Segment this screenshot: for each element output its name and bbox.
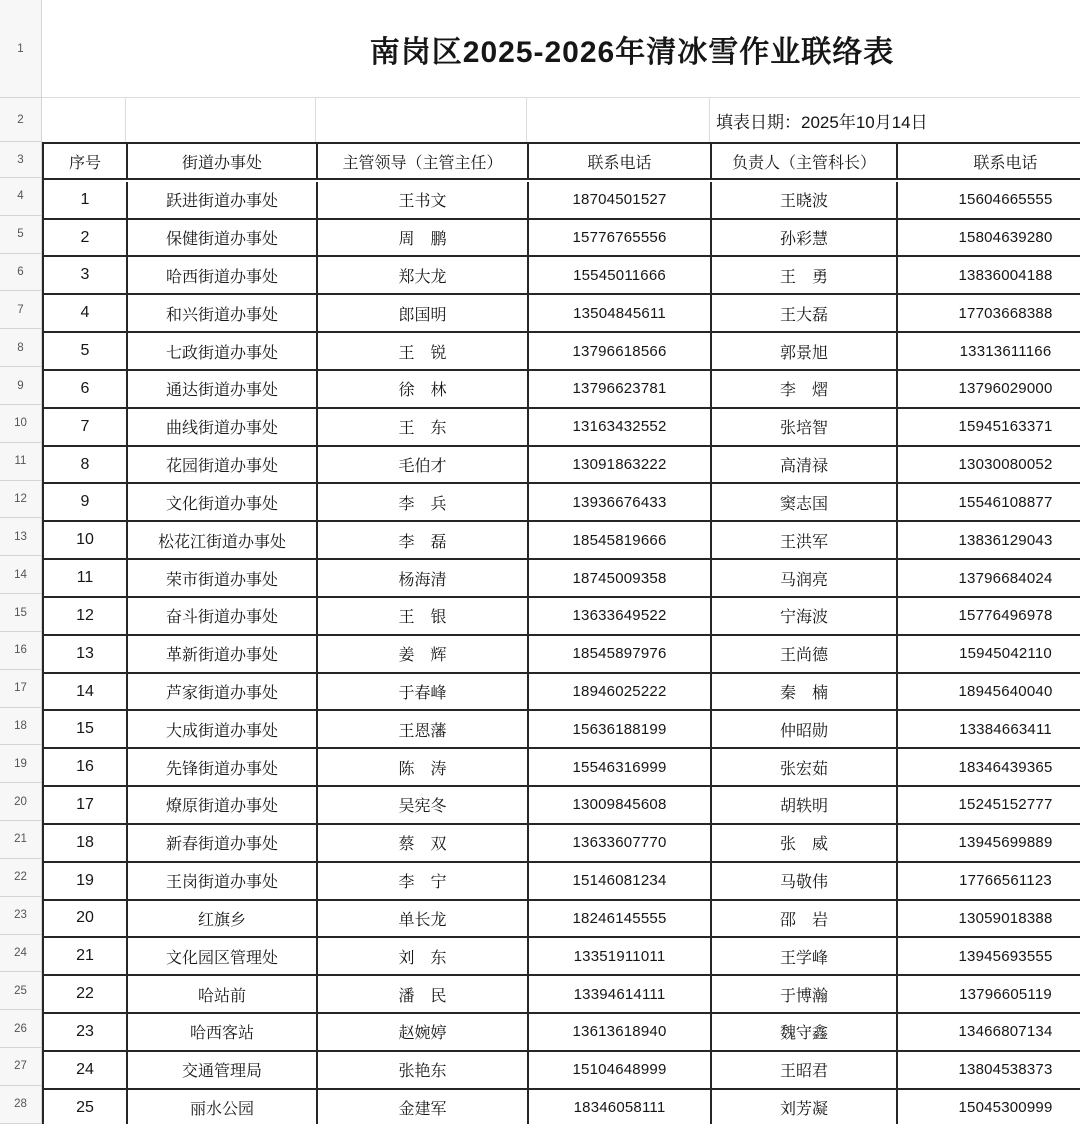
cell-manager[interactable]: 高清禄 [712,447,898,485]
cell-leader[interactable]: 李 磊 [318,522,529,560]
cell-leader-phone[interactable]: 15545011666 [529,257,712,295]
row-number[interactable]: 28 [0,1086,41,1124]
row-number-gutter [0,0,42,1124]
cell-leader-phone[interactable]: 13633649522 [529,598,712,636]
cell-manager[interactable]: 张培智 [712,409,898,447]
sheet-title-cell[interactable]: 南岗区2025-2026年清冰雪作业联络表 [42,0,1080,98]
cell-leader-phone[interactable]: 13091863222 [529,447,712,485]
row-number[interactable]: 23 [0,897,41,935]
row-number[interactable]: 19 [0,745,41,783]
cell-manager-phone[interactable]: 15945163371 [898,409,1080,447]
cell-leader-phone[interactable]: 13796623781 [529,371,712,409]
cell-office[interactable]: 保健街道办事处 [128,220,318,258]
cell-leader[interactable]: 潘 民 [318,976,529,1014]
column-header[interactable]: 街道办事处 [128,144,318,180]
cell-no[interactable]: 22 [44,976,128,1014]
cell-office[interactable]: 文化园区管理处 [128,938,318,976]
cell-leader-phone[interactable]: 18946025222 [529,674,712,712]
cell-leader[interactable]: 蔡 双 [318,825,529,863]
cell-manager-phone[interactable]: 18346439365 [898,749,1080,787]
cell-leader-phone[interactable]: 15636188199 [529,711,712,749]
cell-office[interactable]: 奋斗街道办事处 [128,598,318,636]
cell-office[interactable]: 哈西街道办事处 [128,257,318,295]
cell-manager-phone[interactable]: 13796029000 [898,371,1080,409]
cell-manager-phone[interactable]: 13945699889 [898,825,1080,863]
cell-leader[interactable]: 郎国明 [318,295,529,333]
cell-leader[interactable]: 陈 涛 [318,749,529,787]
cell-manager[interactable]: 王 勇 [712,257,898,295]
cell-manager[interactable]: 王大磊 [712,295,898,333]
cell-manager[interactable]: 秦 楠 [712,674,898,712]
cell-no[interactable]: 14 [44,674,128,712]
cell-no[interactable]: 25 [44,1090,128,1124]
cell-manager[interactable]: 窦志国 [712,484,898,522]
cell-manager[interactable]: 张宏茹 [712,749,898,787]
cell-leader-phone[interactable]: 13504845611 [529,295,712,333]
cell-leader[interactable]: 徐 林 [318,371,529,409]
cell-no[interactable]: 17 [44,787,128,825]
cell-manager-phone[interactable]: 13804538373 [898,1052,1080,1090]
cell-no[interactable]: 19 [44,863,128,901]
cell-no[interactable]: 16 [44,749,128,787]
cell-leader[interactable]: 于春峰 [318,674,529,712]
cell-no[interactable]: 23 [44,1014,128,1052]
cell-office[interactable]: 曲线街道办事处 [128,409,318,447]
cell-manager[interactable]: 王昭君 [712,1052,898,1090]
row-number[interactable]: 2 [0,98,41,142]
row-number[interactable]: 9 [0,367,41,405]
cell-leader-phone[interactable]: 15146081234 [529,863,712,901]
cell-leader-phone[interactable]: 15776765556 [529,220,712,258]
row-number[interactable]: 26 [0,1010,41,1048]
cell-leader[interactable]: 王 东 [318,409,529,447]
cell-office[interactable]: 荣市街道办事处 [128,560,318,598]
cell-no[interactable]: 18 [44,825,128,863]
cell-manager[interactable]: 马润亮 [712,560,898,598]
row-number[interactable]: 18 [0,708,41,746]
cell-manager-phone[interactable]: 15776496978 [898,598,1080,636]
row-number[interactable]: 12 [0,481,41,519]
cell-manager-phone[interactable]: 17766561123 [898,863,1080,901]
row-number[interactable]: 16 [0,632,41,670]
cell-leader[interactable]: 王 锐 [318,333,529,371]
empty-cell[interactable] [316,98,527,142]
cell-leader[interactable]: 毛伯才 [318,447,529,485]
fill-date-cell[interactable]: 填表日期：2025年10月14日 [716,112,928,132]
cell-leader[interactable]: 杨海清 [318,560,529,598]
cell-manager-phone[interactable]: 13796605119 [898,976,1080,1014]
cell-manager[interactable]: 于博瀚 [712,976,898,1014]
cell-leader-phone[interactable]: 18545897976 [529,636,712,674]
cell-leader-phone[interactable]: 13163432552 [529,409,712,447]
cell-manager[interactable]: 邵 岩 [712,901,898,939]
column-header[interactable]: 联系电话 [529,144,712,180]
cell-leader[interactable]: 周 鹏 [318,220,529,258]
cell-manager[interactable]: 仲昭勋 [712,711,898,749]
cell-manager[interactable]: 魏守鑫 [712,1014,898,1052]
cell-manager[interactable]: 胡轶明 [712,787,898,825]
cell-office[interactable]: 芦家街道办事处 [128,674,318,712]
cell-no[interactable]: 21 [44,938,128,976]
cell-manager[interactable]: 马敬伟 [712,863,898,901]
cell-leader[interactable]: 姜 辉 [318,636,529,674]
cell-manager[interactable]: 王晓波 [712,182,898,220]
cell-leader[interactable]: 赵婉婷 [318,1014,529,1052]
cell-office[interactable]: 先锋街道办事处 [128,749,318,787]
cell-no[interactable]: 13 [44,636,128,674]
cell-manager[interactable]: 王尚德 [712,636,898,674]
cell-manager[interactable]: 王学峰 [712,938,898,976]
cell-no[interactable]: 24 [44,1052,128,1090]
column-header[interactable]: 联系电话 [898,144,1080,180]
cell-office[interactable]: 和兴街道办事处 [128,295,318,333]
cell-office[interactable]: 哈站前 [128,976,318,1014]
cell-leader-phone[interactable]: 18545819666 [529,522,712,560]
cell-manager-phone[interactable]: 15546108877 [898,484,1080,522]
row-number[interactable]: 27 [0,1048,41,1086]
date-row [42,98,1080,142]
cell-manager-phone[interactable]: 13466807134 [898,1014,1080,1052]
cell-manager-phone[interactable]: 15245152777 [898,787,1080,825]
row-number[interactable]: 10 [0,405,41,443]
column-header[interactable]: 序号 [44,144,128,180]
cell-leader-phone[interactable]: 13613618940 [529,1014,712,1052]
cell-leader[interactable]: 王 银 [318,598,529,636]
cell-no[interactable]: 15 [44,711,128,749]
row-number[interactable]: 3 [0,142,41,178]
row-number[interactable]: 22 [0,859,41,897]
cell-leader-phone[interactable]: 13936676433 [529,484,712,522]
cell-leader[interactable]: 王恩藩 [318,711,529,749]
row-number[interactable]: 11 [0,443,41,481]
cell-manager[interactable]: 宁海波 [712,598,898,636]
row-number[interactable]: 1 [0,0,41,98]
cell-leader-phone[interactable]: 18246145555 [529,901,712,939]
cell-office[interactable]: 丽水公园 [128,1090,318,1124]
cell-leader[interactable]: 刘 东 [318,938,529,976]
cell-no[interactable]: 3 [44,257,128,295]
cell-leader-phone[interactable]: 13009845608 [529,787,712,825]
cell-office[interactable]: 哈西客站 [128,1014,318,1052]
cell-no[interactable]: 9 [44,484,128,522]
cell-leader[interactable]: 李 宁 [318,863,529,901]
cell-manager-phone[interactable]: 15045300999 [898,1090,1080,1124]
cell-leader-phone[interactable]: 18704501527 [529,182,712,220]
cell-no[interactable]: 11 [44,560,128,598]
row-number[interactable]: 25 [0,972,41,1010]
cell-manager-phone[interactable]: 13030080052 [898,447,1080,485]
row-number[interactable]: 5 [0,216,41,254]
cell-manager[interactable]: 李 熠 [712,371,898,409]
row-number[interactable]: 21 [0,821,41,859]
cell-manager-phone[interactable]: 13796684024 [898,560,1080,598]
cell-office[interactable]: 新春街道办事处 [128,825,318,863]
cell-leader[interactable]: 吴宪冬 [318,787,529,825]
cell-no[interactable]: 4 [44,295,128,333]
cell-manager-phone[interactable]: 18945640040 [898,674,1080,712]
cell-office[interactable]: 红旗乡 [128,901,318,939]
cell-leader-phone[interactable]: 18745009358 [529,560,712,598]
cell-leader-phone[interactable]: 15104648999 [529,1052,712,1090]
column-header[interactable]: 主管领导（主管主任） [318,144,529,180]
cell-manager[interactable]: 孙彩慧 [712,220,898,258]
cell-manager[interactable]: 张 威 [712,825,898,863]
cell-office[interactable]: 松花江街道办事处 [128,522,318,560]
row-number[interactable]: 14 [0,556,41,594]
cell-office[interactable]: 跃进街道办事处 [128,182,318,220]
row-number[interactable]: 6 [0,254,41,292]
cell-no[interactable]: 10 [44,522,128,560]
cell-office[interactable]: 七政街道办事处 [128,333,318,371]
cell-leader[interactable]: 金建军 [318,1090,529,1124]
cell-leader-phone[interactable]: 13351911011 [529,938,712,976]
cell-leader[interactable]: 单长龙 [318,901,529,939]
row-number[interactable]: 4 [0,178,41,216]
cell-manager-phone[interactable]: 17703668388 [898,295,1080,333]
cell-office[interactable]: 大成街道办事处 [128,711,318,749]
cell-manager-phone[interactable]: 13059018388 [898,901,1080,939]
cell-office[interactable]: 交通管理局 [128,1052,318,1090]
contact-table [42,142,1080,1124]
cell-office[interactable]: 燎原街道办事处 [128,787,318,825]
cell-no[interactable]: 7 [44,409,128,447]
cell-leader-phone[interactable]: 13633607770 [529,825,712,863]
cell-manager[interactable]: 郭景旭 [712,333,898,371]
cell-manager-phone[interactable]: 13945693555 [898,938,1080,976]
empty-cell[interactable] [527,98,710,142]
cell-leader-phone[interactable]: 15546316999 [529,749,712,787]
cell-no[interactable]: 6 [44,371,128,409]
cell-manager[interactable]: 王洪军 [712,522,898,560]
cell-office[interactable]: 花园街道办事处 [128,447,318,485]
cell-leader-phone[interactable]: 13394614111 [529,976,712,1014]
cell-no[interactable]: 5 [44,333,128,371]
cell-no[interactable]: 8 [44,447,128,485]
cell-no[interactable]: 12 [44,598,128,636]
empty-cell[interactable] [126,98,316,142]
cell-leader[interactable]: 李 兵 [318,484,529,522]
cell-manager-phone[interactable]: 15804639280 [898,220,1080,258]
row-number[interactable]: 13 [0,518,41,556]
cell-manager-phone[interactable]: 13836004188 [898,257,1080,295]
row-number[interactable]: 8 [0,329,41,367]
cell-office[interactable]: 王岗街道办事处 [128,863,318,901]
cell-leader-phone[interactable]: 13796618566 [529,333,712,371]
cell-manager-phone[interactable]: 13836129043 [898,522,1080,560]
cell-office[interactable]: 革新街道办事处 [128,636,318,674]
cell-no[interactable]: 2 [44,220,128,258]
cell-leader-phone[interactable]: 18346058111 [529,1090,712,1124]
empty-cell[interactable] [42,98,126,142]
cell-manager-phone[interactable]: 13313611166 [898,333,1080,371]
cell-manager-phone[interactable]: 13384663411 [898,711,1080,749]
cell-leader[interactable]: 王书文 [318,182,529,220]
cell-no[interactable]: 1 [44,182,128,220]
cell-manager[interactable]: 刘芳凝 [712,1090,898,1124]
row-number[interactable]: 17 [0,670,41,708]
cell-no[interactable]: 20 [44,901,128,939]
row-number[interactable]: 7 [0,291,41,329]
row-number[interactable]: 20 [0,783,41,821]
cell-office[interactable]: 通达街道办事处 [128,371,318,409]
row-number[interactable]: 24 [0,935,41,973]
cell-manager-phone[interactable]: 15604665555 [898,182,1080,220]
cell-leader[interactable]: 郑大龙 [318,257,529,295]
cell-manager-phone[interactable]: 15945042110 [898,636,1080,674]
cell-office[interactable]: 文化街道办事处 [128,484,318,522]
row-number[interactable]: 15 [0,594,41,632]
cell-leader[interactable]: 张艳东 [318,1052,529,1090]
column-header[interactable]: 负责人（主管科长） [712,144,898,180]
